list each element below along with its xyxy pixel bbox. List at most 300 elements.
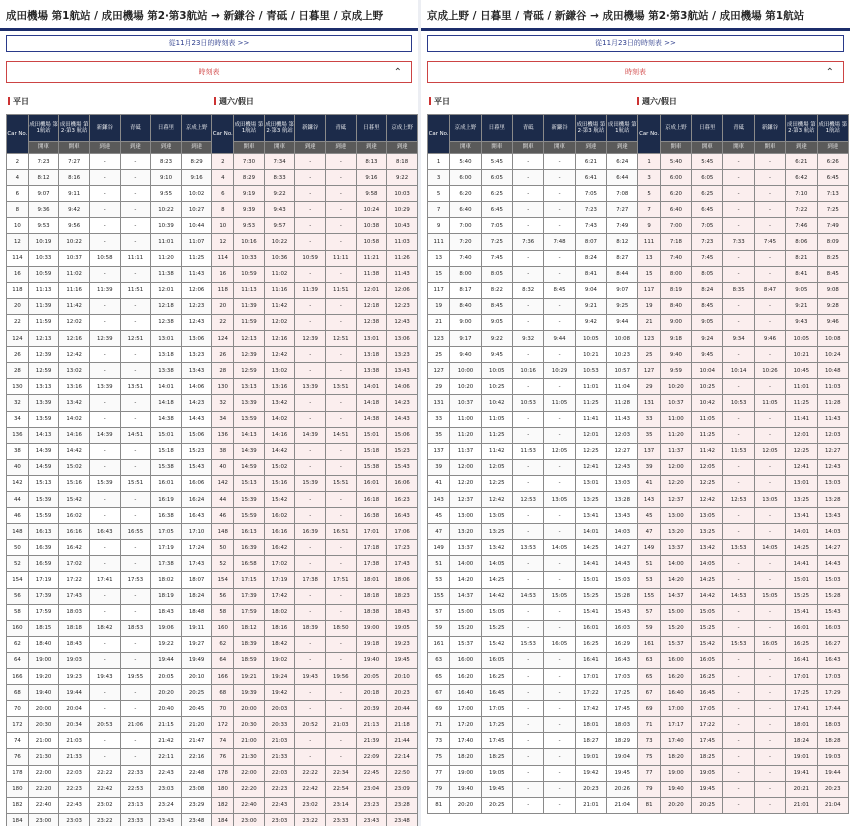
car-number-cell: 81	[638, 797, 660, 813]
car-number-cell: 75	[428, 749, 450, 765]
time-cell: 12:39	[28, 347, 59, 363]
timetable-toggle-button[interactable]	[6, 61, 412, 83]
time-cell: -	[723, 797, 754, 813]
time-cell: -	[723, 347, 754, 363]
time-cell: -	[513, 701, 544, 717]
time-cell: -	[89, 540, 120, 556]
time-cell: 15:18	[356, 443, 387, 459]
time-cell: -	[120, 314, 151, 330]
time-cell: 11:41	[786, 411, 817, 427]
table-row	[7, 701, 418, 717]
time-cell: 15:05	[692, 604, 723, 620]
time-cell: 20:10	[181, 669, 212, 685]
time-cell: 17:05	[481, 701, 512, 717]
time-cell: 19:43	[89, 669, 120, 685]
time-cell: 14:13	[28, 427, 59, 443]
car-number-cell: 12	[7, 234, 29, 250]
time-cell: -	[325, 588, 356, 604]
table-row	[428, 749, 849, 765]
time-cell: 9:08	[817, 282, 848, 298]
time-cell: 18:06	[387, 572, 418, 588]
time-cell: -	[723, 170, 754, 186]
time-cell: -	[325, 411, 356, 427]
time-cell: 17:29	[817, 685, 848, 701]
car-number-cell: 172	[212, 717, 234, 733]
time-cell: 9:45	[481, 347, 512, 363]
time-cell: 15:51	[325, 475, 356, 491]
time-cell: 19:42	[264, 685, 295, 701]
time-cell: 17:22	[575, 685, 606, 701]
time-cell: -	[295, 170, 326, 186]
time-cell: 15:01	[786, 572, 817, 588]
time-cell: 11:51	[325, 282, 356, 298]
time-cell: 14:51	[120, 427, 151, 443]
time-cell: 19:40	[660, 781, 691, 797]
car-number-cell: 57	[638, 604, 660, 620]
time-cell: -	[513, 186, 544, 202]
status-header: 開車	[692, 142, 723, 154]
time-cell: -	[89, 234, 120, 250]
table-row	[7, 427, 418, 443]
time-cell: 16:05	[544, 636, 575, 652]
time-cell: -	[754, 797, 785, 813]
time-cell: 17:20	[450, 717, 481, 733]
time-cell: 14:02	[264, 411, 295, 427]
car-number-cell: 154	[212, 572, 234, 588]
time-cell: 17:53	[120, 572, 151, 588]
time-cell: -	[754, 733, 785, 749]
time-cell: -	[754, 314, 785, 330]
time-cell: -	[544, 218, 575, 234]
time-cell: 13:39	[89, 379, 120, 395]
car-number-cell: 143	[428, 491, 450, 507]
car-number-cell: 111	[638, 234, 660, 250]
time-cell: 11:42	[692, 443, 723, 459]
time-cell: 9:39	[234, 202, 265, 218]
car-number-cell: 19	[428, 298, 450, 314]
time-cell: 18:48	[181, 604, 212, 620]
time-cell: -	[723, 749, 754, 765]
time-cell: 10:21	[786, 347, 817, 363]
time-cell: 15:20	[660, 620, 691, 636]
car-number-cell: 180	[212, 781, 234, 797]
time-cell: 7:08	[607, 186, 638, 202]
time-cell: -	[120, 347, 151, 363]
time-cell: 11:25	[181, 250, 212, 266]
time-cell: 19:43	[295, 669, 326, 685]
table-row	[7, 186, 418, 202]
time-cell: -	[325, 508, 356, 524]
time-cell: 13:03	[817, 475, 848, 491]
status-header: 開車	[513, 142, 544, 154]
timetable-toggle-button[interactable]	[427, 61, 844, 83]
time-cell: 15:37	[450, 636, 481, 652]
time-cell: 10:25	[692, 379, 723, 395]
time-cell: 16:59	[28, 556, 59, 572]
time-cell: 14:53	[513, 588, 544, 604]
time-cell: 7:00	[450, 218, 481, 234]
car-number-cell: 68	[212, 685, 234, 701]
time-cell: 13:37	[450, 540, 481, 556]
time-cell: 18:43	[151, 604, 182, 620]
time-cell: 13:20	[450, 524, 481, 540]
time-cell: 11:43	[387, 266, 418, 282]
time-cell: -	[325, 685, 356, 701]
time-cell: 16:27	[817, 636, 848, 652]
time-cell: 18:18	[356, 588, 387, 604]
table-row	[7, 508, 418, 524]
time-cell: 17:03	[817, 669, 848, 685]
table-row	[428, 717, 849, 733]
time-cell: 20:18	[356, 685, 387, 701]
status-header: 到達	[387, 142, 418, 154]
time-cell: 8:05	[692, 266, 723, 282]
time-cell: 12:20	[660, 475, 691, 491]
table-row	[428, 427, 849, 443]
time-cell: 16:42	[59, 540, 90, 556]
status-header: 到達	[89, 142, 120, 154]
time-cell: 19:22	[151, 636, 182, 652]
time-cell: -	[120, 154, 151, 170]
time-cell: 9:32	[513, 331, 544, 347]
time-cell: 11:03	[387, 234, 418, 250]
time-cell: -	[723, 508, 754, 524]
time-cell: -	[544, 524, 575, 540]
time-cell: 12:00	[450, 459, 481, 475]
time-cell: -	[754, 170, 785, 186]
table-row	[428, 556, 849, 572]
time-cell: 12:00	[660, 459, 691, 475]
time-cell: -	[513, 797, 544, 813]
time-cell: 7:40	[660, 250, 691, 266]
time-cell: 15:05	[754, 588, 785, 604]
time-cell: 18:01	[356, 572, 387, 588]
car-number-cell: 149	[638, 540, 660, 556]
time-cell: 11:37	[450, 443, 481, 459]
time-cell: 20:03	[264, 701, 295, 717]
time-cell: 17:10	[181, 524, 212, 540]
time-cell: 10:02	[181, 186, 212, 202]
time-cell: 11:13	[28, 282, 59, 298]
time-cell: 19:40	[28, 685, 59, 701]
time-cell: 23:48	[181, 813, 212, 826]
time-cell: 12:25	[692, 475, 723, 491]
time-cell: -	[513, 459, 544, 475]
time-cell: 10:53	[575, 363, 606, 379]
time-cell: 8:23	[151, 154, 182, 170]
time-cell: -	[295, 411, 326, 427]
time-cell: 22:43	[264, 797, 295, 813]
station-header: 新鎌谷	[89, 115, 120, 142]
time-cell: 7:45	[754, 234, 785, 250]
time-cell: 5:45	[481, 154, 512, 170]
time-cell: 18:39	[234, 636, 265, 652]
time-cell: 9:43	[786, 314, 817, 330]
time-cell: -	[544, 781, 575, 797]
time-cell: 14:51	[325, 427, 356, 443]
time-cell: 9:16	[181, 170, 212, 186]
table-row	[7, 717, 418, 733]
time-cell: 12:25	[786, 443, 817, 459]
station-header: 成田機場 第2‧第3 航站	[575, 115, 606, 142]
time-cell: 11:02	[59, 266, 90, 282]
time-cell: 9:22	[387, 170, 418, 186]
car-number-cell: 81	[428, 797, 450, 813]
time-cell: 13:20	[660, 524, 691, 540]
car-number-cell: 38	[7, 443, 29, 459]
status-header: 開車	[450, 142, 481, 154]
time-cell: 21:04	[817, 797, 848, 813]
time-cell: 16:38	[356, 508, 387, 524]
time-cell: 17:41	[89, 572, 120, 588]
car-number-cell: 20	[7, 298, 29, 314]
time-cell: 6:24	[607, 154, 638, 170]
time-cell: 18:12	[234, 620, 265, 636]
car-number-cell: 19	[638, 298, 660, 314]
car-number-cell: 75	[638, 749, 660, 765]
time-cell: 13:25	[575, 491, 606, 507]
table-row	[7, 540, 418, 556]
time-cell: 23:08	[181, 781, 212, 797]
station-header: 京成上野	[181, 115, 212, 142]
car-number-cell: 70	[212, 701, 234, 717]
table-row	[428, 250, 849, 266]
time-cell: 20:45	[181, 701, 212, 717]
time-cell: 11:43	[181, 266, 212, 282]
time-cell: 16:25	[786, 636, 817, 652]
time-cell: -	[120, 443, 151, 459]
time-cell: -	[513, 170, 544, 186]
time-cell: 12:53	[513, 491, 544, 507]
time-cell: 11:26	[387, 250, 418, 266]
time-cell: 19:11	[181, 620, 212, 636]
time-cell: 8:06	[786, 234, 817, 250]
time-cell: 16:05	[692, 652, 723, 668]
car-number-cell: 59	[428, 620, 450, 636]
time-cell: 12:01	[786, 427, 817, 443]
table-row	[7, 411, 418, 427]
time-cell: 14:39	[234, 443, 265, 459]
table-row	[7, 363, 418, 379]
time-cell: -	[544, 572, 575, 588]
time-cell: 19:18	[356, 636, 387, 652]
time-cell: 19:00	[660, 765, 691, 781]
time-cell: 20:25	[692, 797, 723, 813]
time-cell: -	[89, 733, 120, 749]
time-cell: 6:21	[786, 154, 817, 170]
time-cell: 23:04	[356, 781, 387, 797]
time-cell: 18:03	[817, 717, 848, 733]
time-cell: -	[513, 669, 544, 685]
time-cell: 20:20	[450, 797, 481, 813]
station-header: 新鎌谷	[544, 115, 575, 142]
car-number-cell: 15	[428, 266, 450, 282]
time-cell: 21:01	[786, 797, 817, 813]
time-cell: -	[325, 604, 356, 620]
time-cell: 13:02	[264, 363, 295, 379]
time-cell: 6:05	[692, 170, 723, 186]
time-cell: 13:23	[387, 347, 418, 363]
table-row	[428, 218, 849, 234]
time-cell: -	[295, 395, 326, 411]
time-cell: 12:13	[234, 331, 265, 347]
time-cell: 14:59	[234, 459, 265, 475]
time-cell: -	[544, 170, 575, 186]
car-number-cell: 166	[7, 669, 29, 685]
car-number-cell: 130	[7, 379, 29, 395]
time-cell: 9:43	[264, 202, 295, 218]
time-cell: 10:45	[786, 363, 817, 379]
time-cell: 15:37	[660, 636, 691, 652]
table-row	[7, 331, 418, 347]
time-cell: 22:22	[295, 765, 326, 781]
time-cell: 14:02	[59, 411, 90, 427]
table-row	[428, 685, 849, 701]
time-cell: 11:25	[692, 427, 723, 443]
time-cell: 8:13	[356, 154, 387, 170]
status-header: 到達	[607, 142, 638, 154]
time-cell: -	[754, 524, 785, 540]
time-cell: 10:20	[660, 379, 691, 395]
time-cell: 9:45	[692, 347, 723, 363]
time-cell: -	[325, 234, 356, 250]
car-number-cell: 26	[212, 347, 234, 363]
car-number-cell: 64	[212, 652, 234, 668]
time-cell: 9:42	[59, 202, 90, 218]
time-cell: 14:03	[607, 524, 638, 540]
time-cell: 10:53	[723, 395, 754, 411]
car-number-cell: 7	[428, 202, 450, 218]
car-number-cell: 2	[7, 154, 29, 170]
time-cell: -	[120, 701, 151, 717]
time-cell: 21:30	[234, 749, 265, 765]
status-header: 開車	[660, 142, 691, 154]
time-cell: -	[723, 459, 754, 475]
time-cell: 11:43	[607, 411, 638, 427]
time-cell: -	[513, 347, 544, 363]
time-cell: 21:00	[234, 733, 265, 749]
time-cell: 8:45	[817, 266, 848, 282]
time-cell: 8:45	[692, 298, 723, 314]
car-number-cell: 58	[7, 604, 29, 620]
time-cell: 13:42	[481, 540, 512, 556]
time-cell: 12:41	[575, 459, 606, 475]
car-number-cell: 148	[212, 524, 234, 540]
time-cell: 13:00	[660, 508, 691, 524]
date-timetable-link[interactable]: 從11月23日的時刻表 >>	[427, 35, 844, 52]
time-cell: -	[89, 652, 120, 668]
status-header: 開車	[264, 142, 295, 154]
time-cell: 17:00	[450, 701, 481, 717]
time-cell: -	[295, 491, 326, 507]
car-number-cell: 67	[428, 685, 450, 701]
car-number-cell: 77	[638, 765, 660, 781]
time-cell: 13:18	[356, 347, 387, 363]
time-cell: 15:42	[481, 636, 512, 652]
time-cell: 15:00	[450, 604, 481, 620]
time-cell: 10:53	[513, 395, 544, 411]
car-number-header: Car No.	[428, 115, 450, 154]
time-cell: 10:03	[387, 186, 418, 202]
time-cell: 8:12	[607, 234, 638, 250]
car-number-cell: 137	[638, 443, 660, 459]
time-cell: 23:24	[151, 797, 182, 813]
time-cell: 22:40	[234, 797, 265, 813]
time-cell: -	[295, 234, 326, 250]
time-cell: -	[544, 797, 575, 813]
time-cell: -	[544, 620, 575, 636]
time-cell: 23:00	[234, 813, 265, 826]
time-cell: 12:42	[692, 491, 723, 507]
station-header: 成田機場 第2‧第3 航站	[264, 115, 295, 142]
time-cell: 17:38	[295, 572, 326, 588]
car-number-cell: 71	[638, 717, 660, 733]
time-cell: 10:14	[723, 363, 754, 379]
time-cell: 10:05	[786, 331, 817, 347]
station-header: 京成上野	[387, 115, 418, 142]
time-cell: 7:05	[481, 218, 512, 234]
car-number-cell: 57	[428, 604, 450, 620]
time-cell: 12:42	[59, 347, 90, 363]
table-row	[7, 749, 418, 765]
station-header: 成田機場 第1航站	[28, 115, 59, 142]
time-cell: 15:43	[181, 459, 212, 475]
time-cell: 13:28	[817, 491, 848, 507]
time-cell: 17:43	[181, 556, 212, 572]
car-number-header: Car No.	[212, 115, 234, 154]
time-cell: -	[544, 604, 575, 620]
car-number-cell: 4	[7, 170, 29, 186]
time-cell: 8:29	[234, 170, 265, 186]
time-cell: -	[754, 186, 785, 202]
car-number-cell: 117	[638, 282, 660, 298]
time-cell: 12:51	[325, 331, 356, 347]
time-cell: 22:40	[28, 797, 59, 813]
car-number-cell: 64	[7, 652, 29, 668]
time-cell: -	[723, 765, 754, 781]
time-cell: 18:38	[356, 604, 387, 620]
timetable-table	[6, 114, 418, 826]
time-cell: -	[120, 234, 151, 250]
time-cell: 12:37	[660, 491, 691, 507]
time-cell: 9:22	[264, 186, 295, 202]
time-cell: 19:01	[786, 749, 817, 765]
time-cell: 10:58	[89, 250, 120, 266]
status-header: 到達	[120, 142, 151, 154]
car-number-cell: 7	[638, 202, 660, 218]
car-number-cell: 74	[7, 733, 29, 749]
car-number-cell: 59	[638, 620, 660, 636]
time-cell: 7:23	[692, 234, 723, 250]
time-cell: -	[325, 298, 356, 314]
time-cell: 17:18	[356, 540, 387, 556]
time-cell: -	[325, 749, 356, 765]
time-cell: 17:43	[59, 588, 90, 604]
panel-ueno-to-airport	[421, 0, 850, 826]
car-number-cell: 131	[428, 395, 450, 411]
time-cell: 8:12	[28, 170, 59, 186]
car-number-cell: 46	[7, 508, 29, 524]
time-cell: -	[89, 314, 120, 330]
date-timetable-link[interactable]: 從11月23日的時刻表 >>	[6, 35, 412, 52]
car-number-cell: 56	[7, 588, 29, 604]
time-cell: -	[295, 443, 326, 459]
time-cell: 16:06	[387, 475, 418, 491]
time-cell: 19:45	[692, 781, 723, 797]
time-cell: 15:28	[817, 588, 848, 604]
car-number-header: Car No.	[7, 115, 29, 154]
time-cell: 18:28	[817, 733, 848, 749]
